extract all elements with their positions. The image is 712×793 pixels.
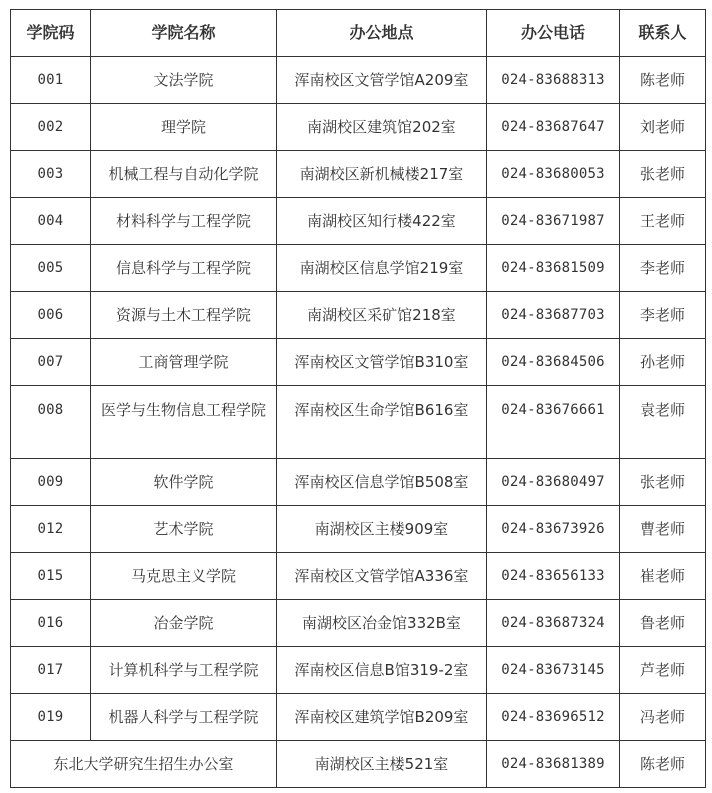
college-name: 马克思主义学院 — [91, 553, 277, 600]
contact-person: 芦老师 — [620, 647, 706, 694]
office-phone: 024-83680497 — [487, 459, 620, 506]
contact-person: 李老师 — [620, 245, 706, 292]
table-row — [11, 506, 706, 553]
office-phone: 024-83673145 — [487, 647, 620, 694]
contact-person: 崔老师 — [620, 553, 706, 600]
contact-person: 孙老师 — [620, 339, 706, 386]
contact-person: 张老师 — [620, 459, 706, 506]
college-contacts-table — [10, 9, 706, 788]
contact-person: 袁老师 — [620, 386, 706, 459]
college-code: 007 — [11, 339, 91, 386]
office-location: 南湖校区新机械楼217室 — [277, 151, 487, 198]
office-phone: 024-83696512 — [487, 694, 620, 741]
college-code: 017 — [11, 647, 91, 694]
college-name: 冶金学院 — [91, 600, 277, 647]
college-name: 机械工程与自动化学院 — [91, 151, 277, 198]
table-header-row — [11, 10, 706, 57]
contact-person: 陈老师 — [620, 57, 706, 104]
contact-person: 张老师 — [620, 151, 706, 198]
college-name: 医学与生物信息工程学院 — [91, 386, 277, 459]
office-location: 南湖校区建筑馆202室 — [277, 104, 487, 151]
office-phone: 024-83681509 — [487, 245, 620, 292]
header-contact: 联系人 — [620, 10, 706, 57]
college-code: 012 — [11, 506, 91, 553]
table-row — [11, 647, 706, 694]
office-location: 浑南校区文管学馆A336室 — [277, 553, 487, 600]
office-phone: 024-83687324 — [487, 600, 620, 647]
contact-person: 冯老师 — [620, 694, 706, 741]
office-phone: 024-83687703 — [487, 292, 620, 339]
table-row — [11, 198, 706, 245]
office-phone: 024-83687647 — [487, 104, 620, 151]
college-code: 006 — [11, 292, 91, 339]
office-phone: 024-83684506 — [487, 339, 620, 386]
college-code: 016 — [11, 600, 91, 647]
college-code: 004 — [11, 198, 91, 245]
office-location: 南湖校区主楼909室 — [277, 506, 487, 553]
header-office-phone: 办公电话 — [487, 10, 620, 57]
college-name: 软件学院 — [91, 459, 277, 506]
table-row — [11, 339, 706, 386]
table-row — [11, 459, 706, 506]
admissions-office-name: 东北大学研究生招生办公室 — [11, 741, 277, 788]
contact-person: 王老师 — [620, 198, 706, 245]
office-phone: 024-83673926 — [487, 506, 620, 553]
college-name: 材料科学与工程学院 — [91, 198, 277, 245]
college-name: 信息科学与工程学院 — [91, 245, 277, 292]
office-location: 浑南校区建筑学馆B209室 — [277, 694, 487, 741]
contact-person: 陈老师 — [620, 741, 706, 788]
college-code: 003 — [11, 151, 91, 198]
office-phone: 024-83676661 — [487, 386, 620, 459]
college-name: 工商管理学院 — [91, 339, 277, 386]
office-location: 南湖校区主楼521室 — [277, 741, 487, 788]
college-code: 009 — [11, 459, 91, 506]
office-location: 浑南校区文管学馆B310室 — [277, 339, 487, 386]
contact-person: 刘老师 — [620, 104, 706, 151]
table-footer-row — [11, 741, 706, 788]
table-row — [11, 600, 706, 647]
office-location: 南湖校区冶金馆332B室 — [277, 600, 487, 647]
office-phone: 024-83671987 — [487, 198, 620, 245]
college-name: 机器人科学与工程学院 — [91, 694, 277, 741]
college-code: 002 — [11, 104, 91, 151]
office-location: 南湖校区采矿馆218室 — [277, 292, 487, 339]
college-name: 理学院 — [91, 104, 277, 151]
header-college-name: 学院名称 — [91, 10, 277, 57]
contact-person: 李老师 — [620, 292, 706, 339]
table-row — [11, 104, 706, 151]
office-phone: 024-83681389 — [487, 741, 620, 788]
office-location: 浑南校区生命学馆B616室 — [277, 386, 487, 459]
college-name: 资源与土木工程学院 — [91, 292, 277, 339]
contact-person: 鲁老师 — [620, 600, 706, 647]
college-code: 015 — [11, 553, 91, 600]
table-row — [11, 694, 706, 741]
office-location: 浑南校区文管学馆A209室 — [277, 57, 487, 104]
header-office-location: 办公地点 — [277, 10, 487, 57]
table-row — [11, 292, 706, 339]
office-phone: 024-83656133 — [487, 553, 620, 600]
college-code: 001 — [11, 57, 91, 104]
contacts-table-wrapper — [10, 9, 706, 788]
header-code: 学院码 — [11, 10, 91, 57]
office-location: 南湖校区知行楼422室 — [277, 198, 487, 245]
table-row — [11, 57, 706, 104]
table-row — [11, 151, 706, 198]
office-phone: 024-83680053 — [487, 151, 620, 198]
table-row — [11, 553, 706, 600]
college-name: 文法学院 — [91, 57, 277, 104]
office-location: 浑南校区信息B馆319-2室 — [277, 647, 487, 694]
office-location: 南湖校区信息学馆219室 — [277, 245, 487, 292]
college-code: 008 — [11, 386, 91, 459]
college-name: 计算机科学与工程学院 — [91, 647, 277, 694]
college-name: 艺术学院 — [91, 506, 277, 553]
office-phone: 024-83688313 — [487, 57, 620, 104]
table-row — [11, 245, 706, 292]
college-code: 019 — [11, 694, 91, 741]
college-code: 005 — [11, 245, 91, 292]
office-location: 浑南校区信息学馆B508室 — [277, 459, 487, 506]
contact-person: 曹老师 — [620, 506, 706, 553]
table-row — [11, 386, 706, 459]
